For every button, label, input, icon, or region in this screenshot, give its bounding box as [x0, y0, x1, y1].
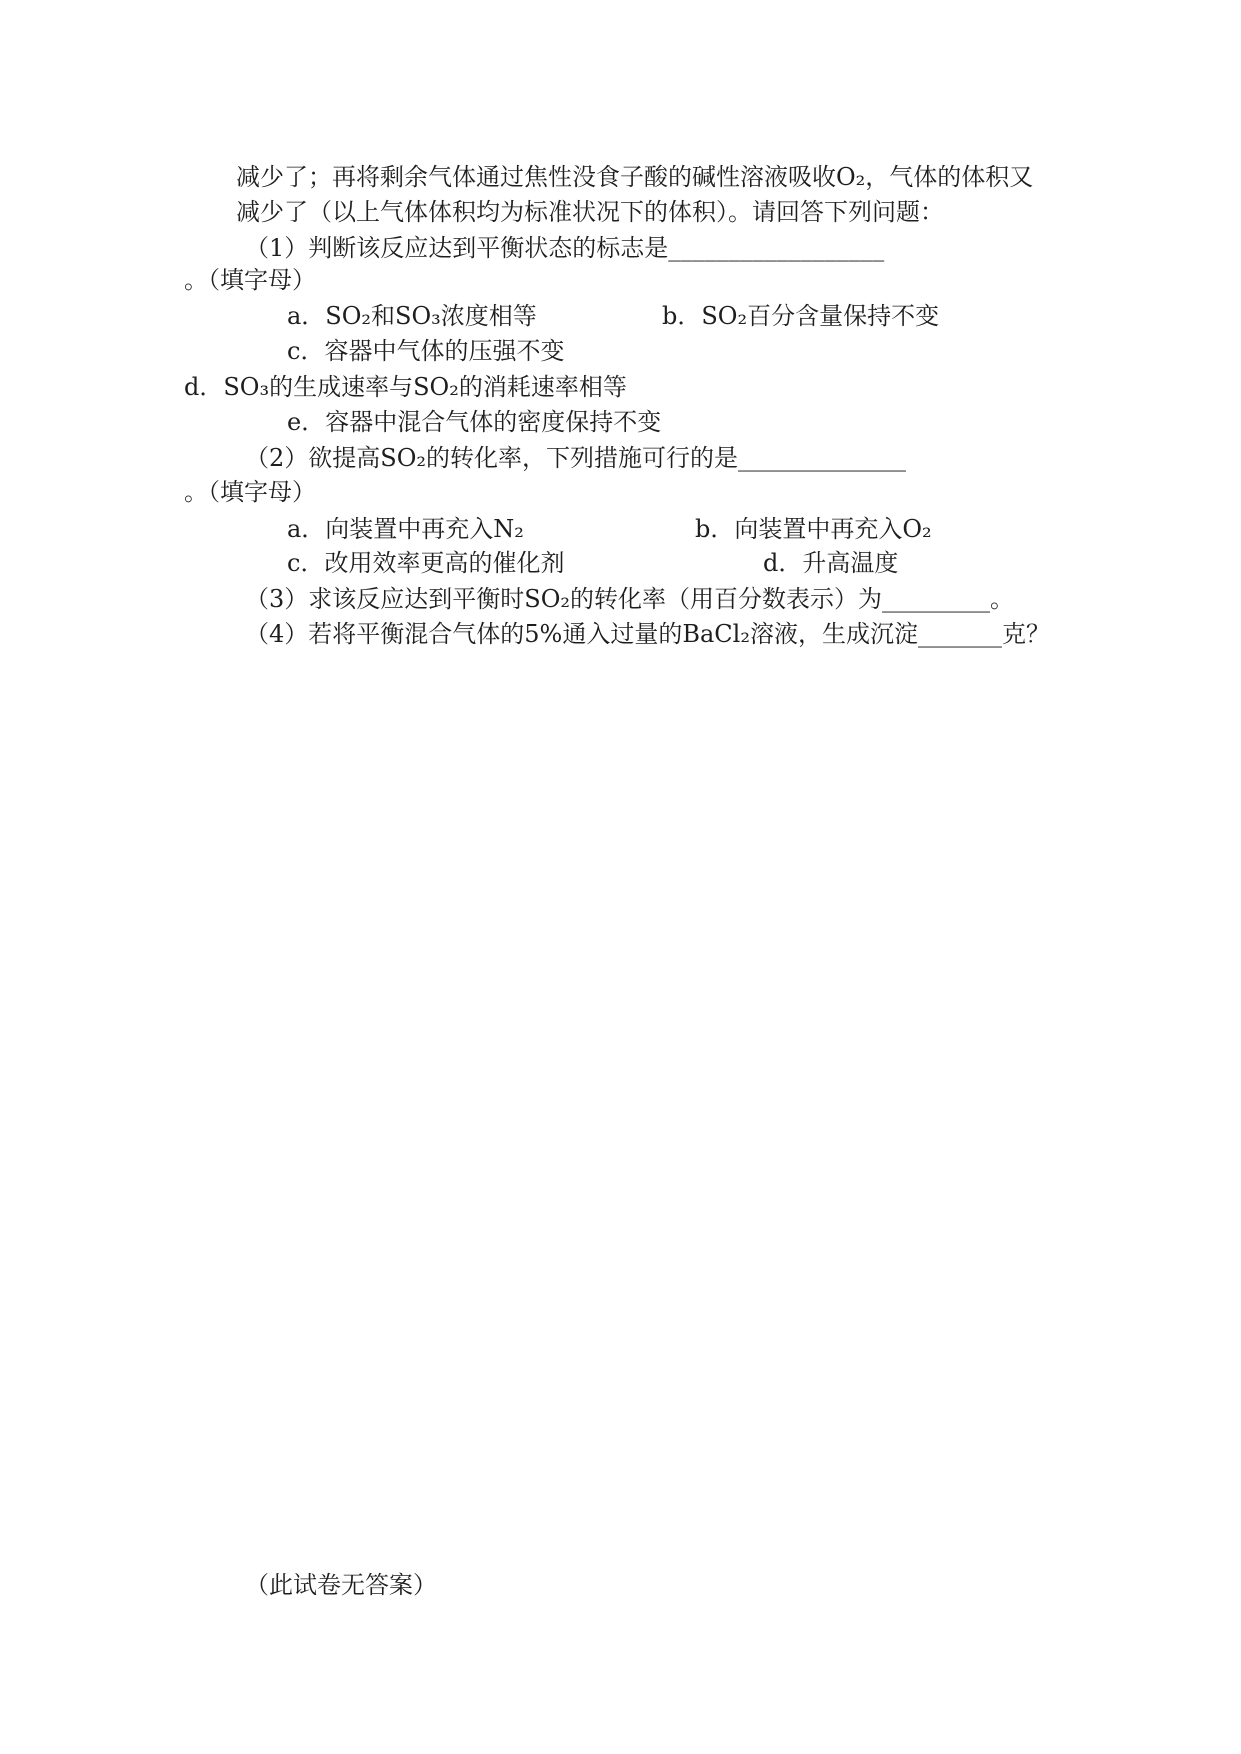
question-2-stem: （2）欲提高SO₂的转化率，下列措施可行的是______________ — [245, 444, 907, 472]
intro-line-2: 减少了（以上气体体积均为标准状况下的体积）。请回答下列问题： — [236, 198, 944, 226]
question-1-note: 。（填字母） — [184, 266, 316, 294]
question-2-note: 。（填字母） — [184, 478, 316, 506]
question-3-stem: （3）求该反应达到平衡时SO₂的转化率（用百分数表示）为_________。 — [245, 585, 1015, 613]
question-2-option-c: c．改用效率更高的催化剂 — [287, 549, 565, 577]
question-2-option-a: a．向装置中再充入N₂ — [287, 515, 524, 543]
footer-note: （此试卷无答案） — [245, 1571, 437, 1599]
question-1-option-e: e．容器中混合气体的密度保持不变 — [287, 408, 662, 436]
question-2-option-d: d．升高温度 — [763, 549, 899, 577]
intro-line-1: 减少了；再将剩余气体通过焦性没食子酸的碱性溶液吸收O₂，气体的体积又 — [236, 163, 1034, 191]
question-1-option-d: d．SO₃的生成速率与SO₂的消耗速率相等 — [184, 373, 627, 401]
question-1-option-a: a．SO₂和SO₃浓度相等 — [287, 302, 537, 330]
question-1-option-c: c．容器中气体的压强不变 — [287, 337, 565, 365]
question-1-option-b: b．SO₂百分含量保持不变 — [662, 302, 940, 330]
question-2-option-b: b．向装置中再充入O₂ — [695, 515, 932, 543]
question-1-stem: （1）判断该反应达到平衡状态的标志是__________________ — [245, 234, 885, 262]
question-4-stem: （4）若将平衡混合气体的5%通入过量的BaCl₂溶液，生成沉淀_______克？ — [245, 620, 1050, 648]
